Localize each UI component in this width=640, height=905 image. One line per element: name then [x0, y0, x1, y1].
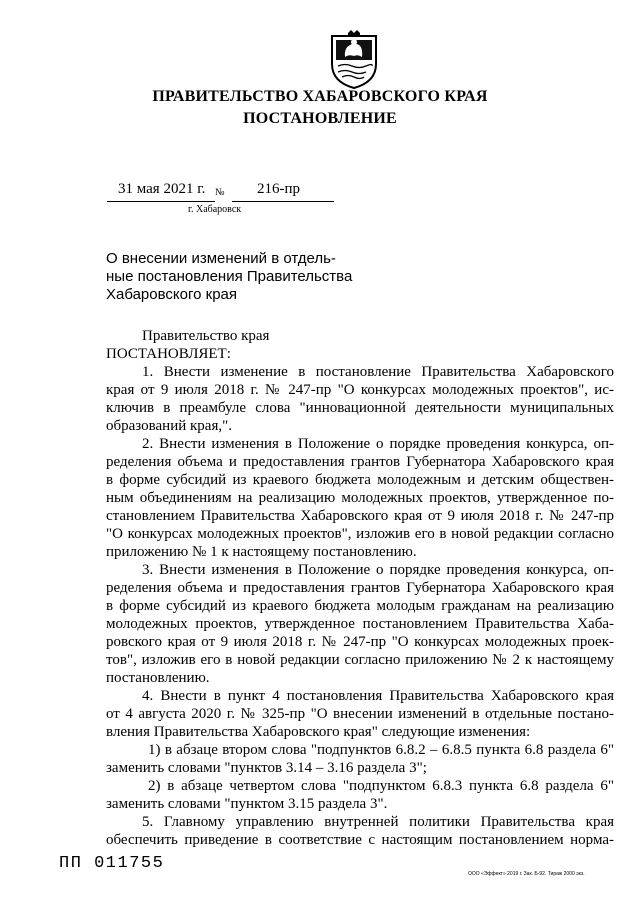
body-line: ным объединениям на реализацию молодежных проектов, утвержденное по- [106, 490, 614, 506]
body-line: образований края,". [106, 418, 232, 434]
body-line: от 4 августа 2020 г. № 325-пр "О внесении изменений в отдельные постано- [106, 706, 614, 722]
print-info: ООО «Эффект» 2019 г. Зак. Б-92. Тираж 2000 экз. [468, 871, 585, 877]
body-line: "О конкурсах молодежных проектов", изложив его в новой редакции согласно [106, 526, 614, 542]
body-line: 2. Внести изменения в Положение о порядке проведения конкурса, оп- [142, 436, 614, 452]
date-underline [107, 201, 215, 202]
body-line: края от 9 июля 2018 г. № 247-пр "О конкурсах молодежных проектов", ис- [106, 382, 614, 398]
government-title: ПРАВИТЕЛЬСТВО ХАБАРОВСКОГО КРАЯ [152, 88, 488, 105]
document-type-title: ПОСТАНОВЛЕНИЕ [243, 110, 397, 127]
body-line: ределения объема и предоставления грантов Губернатора Хабаровского края [106, 454, 614, 470]
body-line: молодежных проектов, утвержденное постановлением Правительства Хаба- [106, 616, 614, 632]
form-code: ПП 011755 [59, 854, 165, 873]
body-line: 1) в абзаце втором слова "подпунктов 6.8.2 – 6.8.5 пункта 6.8 раздела 6" [148, 742, 614, 758]
document-date: 31 мая 2021 г. [118, 181, 206, 197]
body-line: 2) в абзаце четвертом слова "подпунктом 6.8.3 пункта 6.8 раздела 6" [148, 778, 614, 794]
body-line: обеспечить приведение в соответствие с настоящим постановлением норма- [106, 832, 614, 848]
body-line: заменить словами "пунктов 3.14 – 3.16 раздела 3"; [106, 760, 427, 776]
subject-line: ные постановления Правительства [106, 268, 353, 285]
preamble-decree: ПОСТАНОВЛЯЕТ: [106, 346, 231, 362]
body-line: в форме субсидий из краевого бюджета молодым гражданам на реализацию [106, 598, 614, 614]
document-body [106, 327, 614, 849]
body-line: приложению № 1 к настоящему постановлению. [106, 544, 417, 560]
preamble-line: Правительство края [142, 328, 270, 344]
subject-line: О внесении изменений в отдель- [106, 250, 336, 267]
body-line: в форме субсидий из краевого бюджета молодежным и детским обществен- [106, 472, 614, 488]
body-line: ровского края от 9 июля 2018 г. № 247-пр "О конкурсах молодежных проек- [106, 634, 614, 650]
body-line: становлением Правительства Хабаровского края от 9 июля 2018 г. № 247-пр [106, 508, 614, 524]
body-line: вления Правительства Хабаровского края" следующие изменения: [106, 724, 531, 740]
body-line: ключив в преамбуле слова "инновационной деятельности муниципальных [106, 400, 614, 416]
coat-of-arms-emblem [328, 30, 380, 90]
subject-line: Хабаровского края [106, 286, 238, 303]
body-line: 5. Главному управлению внутренней политики Правительства края [142, 814, 614, 830]
document-city: г. Хабаровск [188, 204, 242, 215]
body-line: 1. Внести изменение в постановление Правительства Хабаровского [142, 364, 614, 380]
body-line: тов", изложив его в новой редакции согласно приложению № 2 к настоящему [106, 652, 614, 668]
document-number: 216-пр [257, 181, 301, 197]
number-sign: № [215, 187, 225, 198]
body-line: 3. Внести изменения в Положение о порядке проведения конкурса, оп- [142, 562, 614, 578]
body-line: 4. Внести в пункт 4 постановления Правительства Хабаровского края [142, 688, 614, 704]
document-subject [106, 251, 351, 305]
body-line: постановлению. [106, 670, 210, 686]
body-line: заменить словами "пунктом 3.15 раздела 3". [106, 796, 388, 812]
body-line: ределения объема и предоставления грантов Губернатора Хабаровского края [106, 580, 614, 596]
number-underline [232, 201, 334, 202]
